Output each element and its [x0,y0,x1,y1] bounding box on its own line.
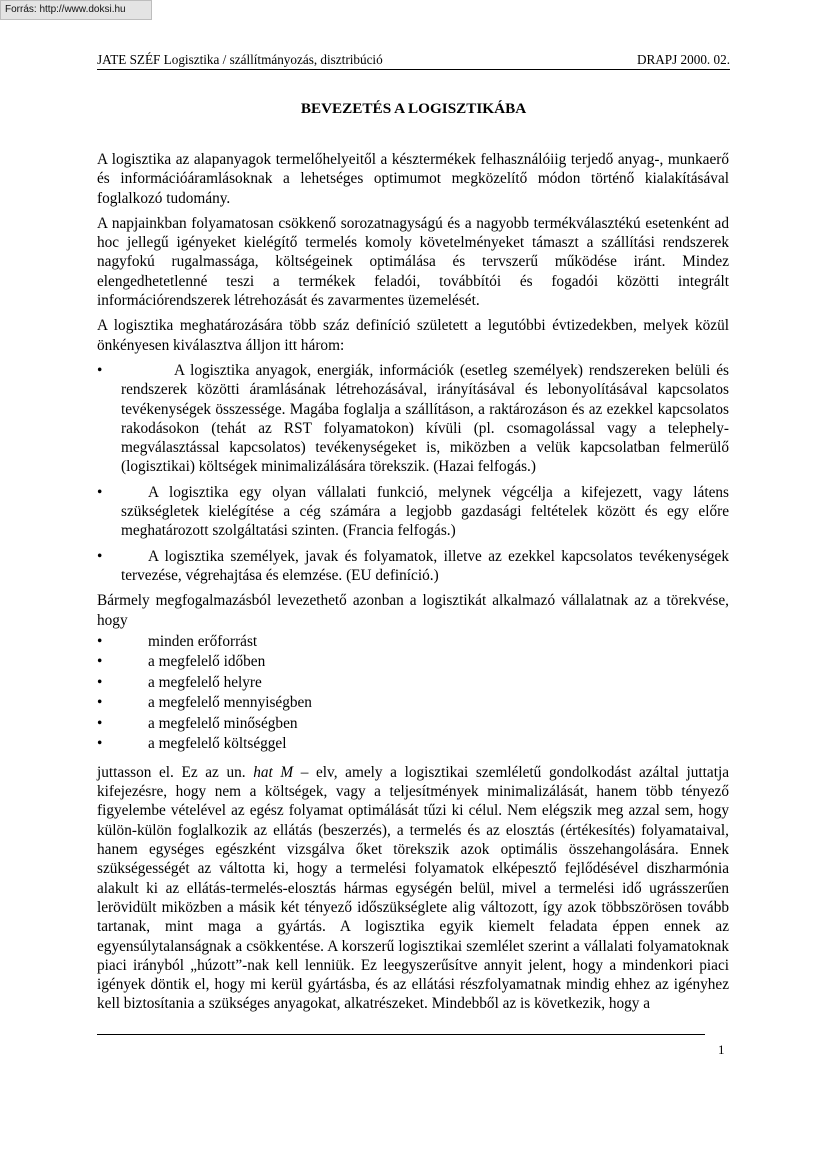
list-item [97,693,729,714]
list-item [97,632,729,653]
definition-item-eu [97,547,729,586]
definition-item-hazai [97,361,729,477]
definition-text: A logisztika személyek, javak és folyamatok, illetve az ezekkel kapcsolatos tevékenységek tervezése, végrehajtása és elemzése. (EU definíció.) [121,547,729,584]
header-date: DRAPJ 2000. 02. [636,52,730,67]
page-number: 1 [718,1042,725,1057]
goal-text: minden erőforrást [148,632,258,650]
goal-text: a megfelelő időben [148,653,266,671]
paragraph-intro-definitions: A logisztika meghatározására több száz definíció született a legutóbbi évtizedekben, melyek közül önkényesen kiválasztva álljon itt három: [97,317,729,354]
bullet-icon: • [97,735,103,753]
bullet-icon: • [97,653,103,671]
document-body [97,150,729,1020]
bullet-icon: • [97,673,103,691]
page-header [97,52,730,68]
bullet-icon: • [97,714,103,732]
header-course-title: JATE SZÉF Logisztika / szállítmányozás, disztribúció [97,52,383,67]
bullet-icon: • [97,632,103,650]
goals-list [97,632,729,755]
header-divider [97,69,730,70]
paragraph-definition: A logisztika az alapanyagok termelőhelyeitől a késztermékek felhasználóiig terjedő anyag-, munkaerő és információáramlásoknak a lehetséges optimumot megközelítő módon történő kialakításával foglalkozó tudomány. [97,151,729,207]
list-item [97,673,729,694]
paragraph-hat-m-principle [97,763,729,1014]
hat-m-term: hat M [253,763,294,781]
goal-text: a megfelelő költséggel [148,735,287,753]
list-item [97,652,729,673]
goal-text: a megfelelő helyre [148,673,262,691]
closing-text: – elv, amely a logisztikai szemléletű gondolkodást azáltal juttatja kifejezésre, hogy nem a költségek, vagy a teljesítmények minimalizálását, hanem több tényező figyelembe vételével az egész folyamat optimálását tűzi ki célul. Nem elégszik meg azzal sem, hogy külön-külön foglalkozik az ellátás (beszerzés), a termelés és az elosztás (értékesítés) folyamataival, hanem egységes egészként vizsgálva őket törekszik azok optimális összehangolására. Ennek szükségességét az váltotta ki, hogy a termelési folyamatok elképesztő fejlődésével diszharmónia alakult ki az ellátás-termelés-elosztás hármas egységén belül, mivel a termelési idő ugrásszerűen lerövidült miközben a másik két tényező időszükséglete alig változott, így azok többszörösen tovább tartanak, mint maga a gyártás. A logisztika egyik kiemelt feladata éppen ennek az egyensúlytalanságnak a csökkentése. A korszerű logisztikai szemlélet szerint a vállalati folyamatoknak piaci irányból „húzott”-nak kell lenniük. Ez leegyszerűsítve annyit jelent, hogy a mindenkori piaci igények döntik el, hogy mi kerül gyártásba, és az ellátási részfolyamatnak mindig ehhez az igényhez kell biztosítania a szükséges anyagokat, alkatrészeket. Mindebből az is következik, hogy a [97,763,729,1013]
footer-divider [97,1034,705,1035]
paragraph-context: A napjainkban folyamatosan csökkenő sorozatnagyságú és a nagyobb termékválasztékú esetenként ad hoc jellegű igényeket kielégítő termelés komoly követelményeket támaszt a szállítási rendszerek nagyfokú rugalmassága, költségeinek optimálása és tervszerű működése iránt. Mindez elengedhetetlenné teszi a termékek feladói, továbbítói és fogadói közötti integrált információrendszerek létrehozását és zavarmentes üzemelését. [97,214,729,310]
document-title: BEVEZETÉS A LOGISZTIKÁBA [300,100,527,117]
paragraph-goal-intro: Bármely megfogalmazásból levezethető azonban a logisztikát alkalmazó vállalatnak az a törekvése, hogy [97,592,729,629]
bullet-icon: • [97,547,103,565]
list-item [97,714,729,735]
list-item [97,734,729,755]
definition-text: A logisztika egy olyan vállalati funkció, melynek végcélja a kifejezett, vagy látens szükségletek kielégítése a cég számára a legjobb gazdasági feltételek között és egy előre meghatározott szolgáltatási szinten. (Francia felfogás.) [121,483,729,540]
bullet-icon: • [97,694,103,712]
source-label: Forrás: http://www.doksi.hu [0,0,152,20]
goal-text: a megfelelő minőségben [148,714,298,732]
bullet-icon: • [97,483,103,501]
definition-text: A logisztika anyagok, energiák, információk (esetleg személyek) rendszereken belüli és rendszerek közötti áramlásának létrehozásával, irányításával és lebonyolításával kapcsolatos tevékenységek összessége. Magába foglalja a szállításon, a raktározáson és az ezekkel kapcsolatos rakodásokon (tehát az RST folyamatokon) kívüli (pl. csomagolással vagy a telephely-megválasztással kapcsolatos) tevékenységeket is, miközben a velük kapcsolatban felmerülő (logisztikai) költségek minimalizálására törekszik. (Hazai felfogás.) [121,361,729,476]
closing-lead: juttasson el. Ez az un. [97,763,254,781]
goal-text: a megfelelő mennyiségben [148,694,312,712]
definition-item-francia [97,483,729,541]
bullet-icon: • [97,361,103,379]
